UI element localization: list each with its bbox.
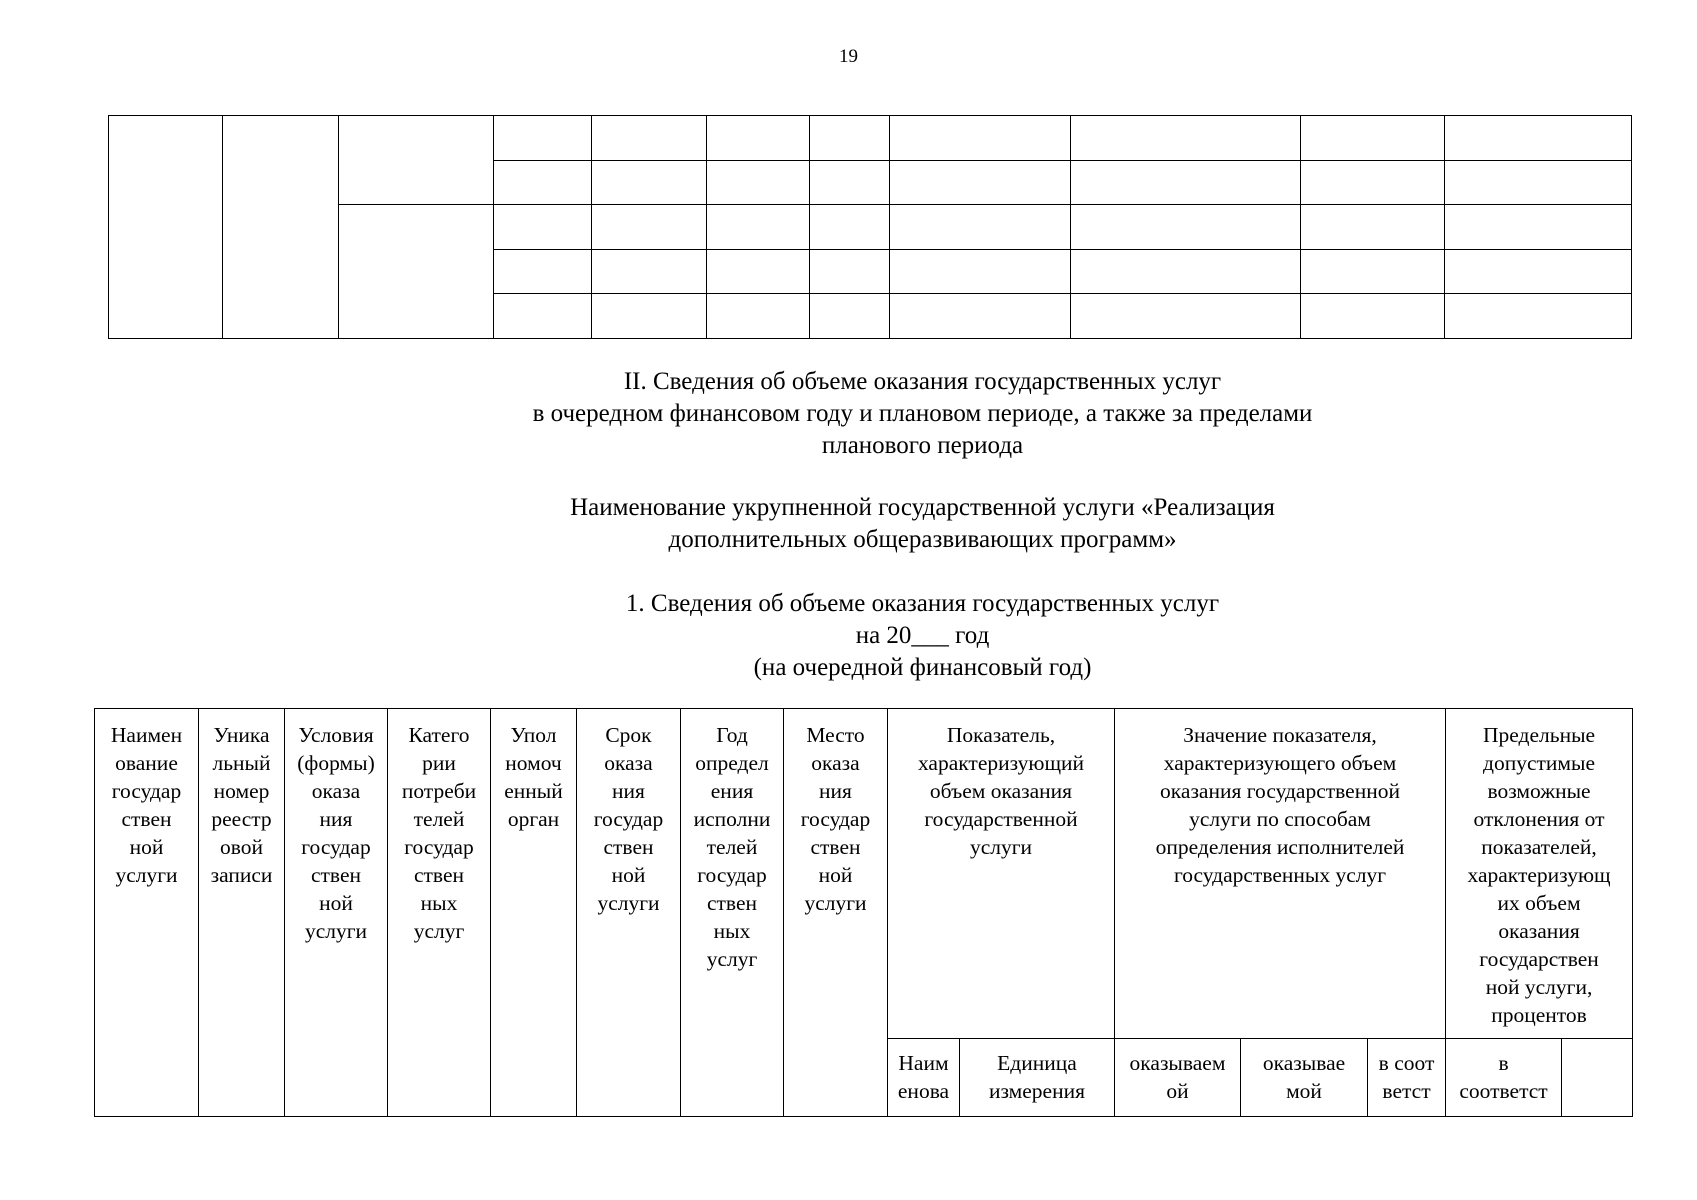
header-text-line: их объем: [1497, 891, 1581, 915]
header-text-line: оказа: [311, 779, 361, 803]
header-text-line: Наим: [898, 1051, 949, 1075]
table-cell: [1301, 160, 1445, 205]
table-cell: [706, 294, 809, 339]
table-cell: [592, 294, 706, 339]
header-text-line: потреби: [401, 779, 477, 803]
table-cell: [706, 160, 809, 205]
header-text-line: ной услуги,: [1485, 975, 1593, 999]
header-text-line: енный: [504, 779, 563, 803]
table-cell: [494, 116, 592, 161]
header-text-line: государственных услуг: [1173, 863, 1387, 887]
header-text-line: ния: [612, 779, 645, 803]
header-text-line: ния: [319, 807, 353, 831]
heading-line: (на очередной финансовый год): [753, 654, 1092, 681]
table-cell: [592, 249, 706, 294]
heading-line: II. Сведения об объеме оказания государственных услуг: [623, 368, 1222, 395]
header-text-line: ствен: [810, 835, 861, 859]
header-text-line: услуги по способам: [1189, 807, 1371, 831]
header-text-line: ветст: [1382, 1079, 1431, 1103]
subsection-heading: [74, 588, 1697, 684]
header-indicator: [888, 709, 1115, 1039]
heading-line: дополнительных общеразвивающих программ»: [668, 526, 1177, 553]
header-text-line: оказа: [604, 751, 653, 775]
table-cell: [1301, 249, 1445, 294]
header-text-line: Предельные: [1483, 723, 1596, 747]
subheader-value-1: [1115, 1039, 1241, 1117]
header-text-line: ной: [611, 863, 646, 887]
header-service-name: [95, 709, 199, 1117]
header-text-line: Катего: [408, 723, 470, 747]
header-text-line: в соот: [1378, 1051, 1435, 1075]
subheader-value-3: [1368, 1039, 1446, 1117]
table-cell: [1445, 294, 1632, 339]
header-text-line: характеризующий: [917, 751, 1085, 775]
heading-line: в очередном финансовом году и плановом периоде, а также за пределами: [532, 400, 1313, 427]
header-text-line: определения исполнителей: [1155, 835, 1405, 859]
header-text-line: оказывае: [1262, 1051, 1346, 1075]
header-text-line: отклонения от: [1473, 807, 1605, 831]
header-text-line: измерения: [988, 1079, 1086, 1103]
header-text-line: овой: [219, 835, 263, 859]
heading-line: Наименование укрупненной государственной услуги «Реализация: [570, 494, 1275, 521]
header-text-line: услуги: [115, 863, 178, 887]
header-service-place: [784, 709, 888, 1117]
header-text-line: услуг: [413, 919, 465, 943]
header-text-line: государ: [800, 807, 871, 831]
header-text-line: государствен: [1479, 947, 1599, 971]
header-text-line: енова: [897, 1079, 950, 1103]
table-cell: [1301, 205, 1445, 250]
table-cell: [706, 116, 809, 161]
header-text-line: исполни: [693, 807, 771, 831]
header-text-line: оказания: [1498, 919, 1580, 943]
table-cell: [890, 116, 1071, 161]
header-service-conditions: [285, 709, 388, 1117]
table-cell: [706, 205, 809, 250]
table-cell: [890, 294, 1071, 339]
table-cell: [890, 160, 1071, 205]
table-cell: [1445, 205, 1632, 250]
header-year-of-selection: [681, 709, 784, 1117]
header-text-line: телей: [706, 835, 758, 859]
table-cell: [109, 116, 223, 339]
header-text-line: мой: [1286, 1079, 1322, 1103]
header-text-line: Единица: [997, 1051, 1077, 1075]
header-text-line: ной: [818, 863, 853, 887]
table-cell: [1071, 249, 1301, 294]
header-registry-number: [199, 709, 285, 1117]
header-text-line: ных: [420, 891, 458, 915]
table-cell: [809, 249, 889, 294]
table-cell: [494, 205, 592, 250]
table-cell: [1071, 160, 1301, 205]
header-text-line: показателей,: [1481, 835, 1597, 859]
subheader-deviation-1: [1446, 1039, 1562, 1117]
header-text-line: Значение показателя,: [1183, 723, 1377, 747]
header-text-line: услуг: [706, 947, 758, 971]
table-row: [109, 116, 1632, 161]
service-volume-table: [94, 708, 1633, 1117]
table-cell: [592, 116, 706, 161]
header-text-line: номер: [213, 779, 270, 803]
table-cell: [494, 160, 592, 205]
table-cell: [1301, 116, 1445, 161]
table-cell: [338, 116, 493, 205]
header-text-line: ствен: [121, 807, 172, 831]
table-cell: [494, 294, 592, 339]
header-text-line: ной: [319, 891, 353, 915]
header-text-line: ствен: [413, 863, 464, 887]
header-text-line: характеризующего объем: [1163, 751, 1397, 775]
subheader-indicator-name: [888, 1039, 960, 1117]
header-text-line: государственной: [924, 807, 1078, 831]
table-cell: [1071, 294, 1301, 339]
page-number: 19: [839, 46, 858, 67]
table-cell: [1445, 249, 1632, 294]
table-cell: [809, 160, 889, 205]
header-text-line: Условия: [298, 723, 374, 747]
header-text-line: ной: [129, 835, 164, 859]
heading-line: на 20___ год: [855, 622, 990, 649]
header-text-line: допустимые: [1483, 751, 1596, 775]
table-cell: [706, 249, 809, 294]
section-heading: [74, 366, 1697, 462]
subheader-unit: [960, 1039, 1115, 1117]
header-text-line: ния: [819, 779, 852, 803]
table-cell: [1445, 116, 1632, 161]
heading-line: планового периода: [821, 432, 1024, 459]
header-text-line: услуги: [804, 891, 867, 915]
table-cell: [223, 116, 338, 339]
subheader-value-2: [1241, 1039, 1368, 1117]
header-indicator-value: [1115, 709, 1446, 1039]
header-text-line: реестр: [211, 807, 272, 831]
header-text-line: оказа: [811, 751, 860, 775]
header-text-line: Показатель,: [946, 723, 1056, 747]
subheader-deviation-2: [1562, 1039, 1633, 1117]
header-text-line: государ: [697, 863, 767, 887]
table-cell: [809, 205, 889, 250]
table-cell: [809, 294, 889, 339]
header-text-line: услуги: [304, 919, 368, 943]
header-text-line: Срок: [605, 723, 652, 747]
header-text-line: государ: [301, 835, 371, 859]
table-cell: [1071, 205, 1301, 250]
header-text-line: государ: [593, 807, 664, 831]
header-text-line: оказываем: [1129, 1051, 1226, 1075]
header-text-line: орган: [507, 807, 560, 831]
header-text-line: в: [1498, 1051, 1509, 1075]
header-text-line: ой: [1166, 1079, 1189, 1103]
header-text-line: телей: [413, 807, 465, 831]
header-text-line: объем оказания: [929, 779, 1073, 803]
header-text-line: государ: [404, 835, 474, 859]
header-text-line: возможные: [1487, 779, 1591, 803]
table-cell: [494, 249, 592, 294]
header-text-line: Уника: [213, 723, 270, 747]
header-text-line: Наимен: [110, 723, 183, 747]
header-text-line: услуги: [969, 835, 1033, 859]
header-text-line: определ: [695, 751, 769, 775]
table-cell: [1301, 294, 1445, 339]
header-text-line: ование: [115, 751, 178, 775]
continuation-table: [108, 115, 1632, 339]
header-text-line: номоч: [505, 751, 562, 775]
table-header-row: [95, 709, 1633, 1039]
table-cell: [338, 205, 493, 339]
service-name-heading: [74, 492, 1697, 556]
header-text-line: услуги: [597, 891, 660, 915]
table-cell: [1071, 116, 1301, 161]
header-text-line: характеризующ: [1467, 863, 1611, 887]
header-authorized-body: [491, 709, 577, 1117]
header-text-line: государ: [111, 779, 182, 803]
header-text-line: Место: [806, 723, 865, 747]
heading-line: 1. Сведения об объеме оказания государственных услуг: [625, 590, 1220, 617]
header-consumer-categories: [388, 709, 491, 1117]
header-text-line: оказания государственной: [1160, 779, 1400, 803]
header-text-line: рии: [422, 751, 456, 775]
header-text-line: соответст: [1459, 1079, 1548, 1103]
header-text-line: (формы): [297, 751, 375, 775]
header-text-line: Год: [716, 723, 748, 747]
header-text-line: ствен: [310, 863, 361, 887]
table-cell: [890, 205, 1071, 250]
header-text-line: ствен: [706, 891, 757, 915]
table-cell: [809, 116, 889, 161]
header-text-line: процентов: [1491, 1003, 1587, 1027]
header-text-line: ных: [713, 919, 751, 943]
table-cell: [592, 205, 706, 250]
header-allowed-deviations: [1446, 709, 1633, 1039]
table-cell: [592, 160, 706, 205]
header-text-line: Упол: [510, 723, 557, 747]
header-service-term: [577, 709, 681, 1117]
table-cell: [1445, 160, 1632, 205]
header-text-line: ения: [710, 779, 754, 803]
header-text-line: записи: [210, 863, 273, 887]
header-text-line: льный: [212, 751, 271, 775]
table-cell: [890, 249, 1071, 294]
header-text-line: ствен: [603, 835, 654, 859]
